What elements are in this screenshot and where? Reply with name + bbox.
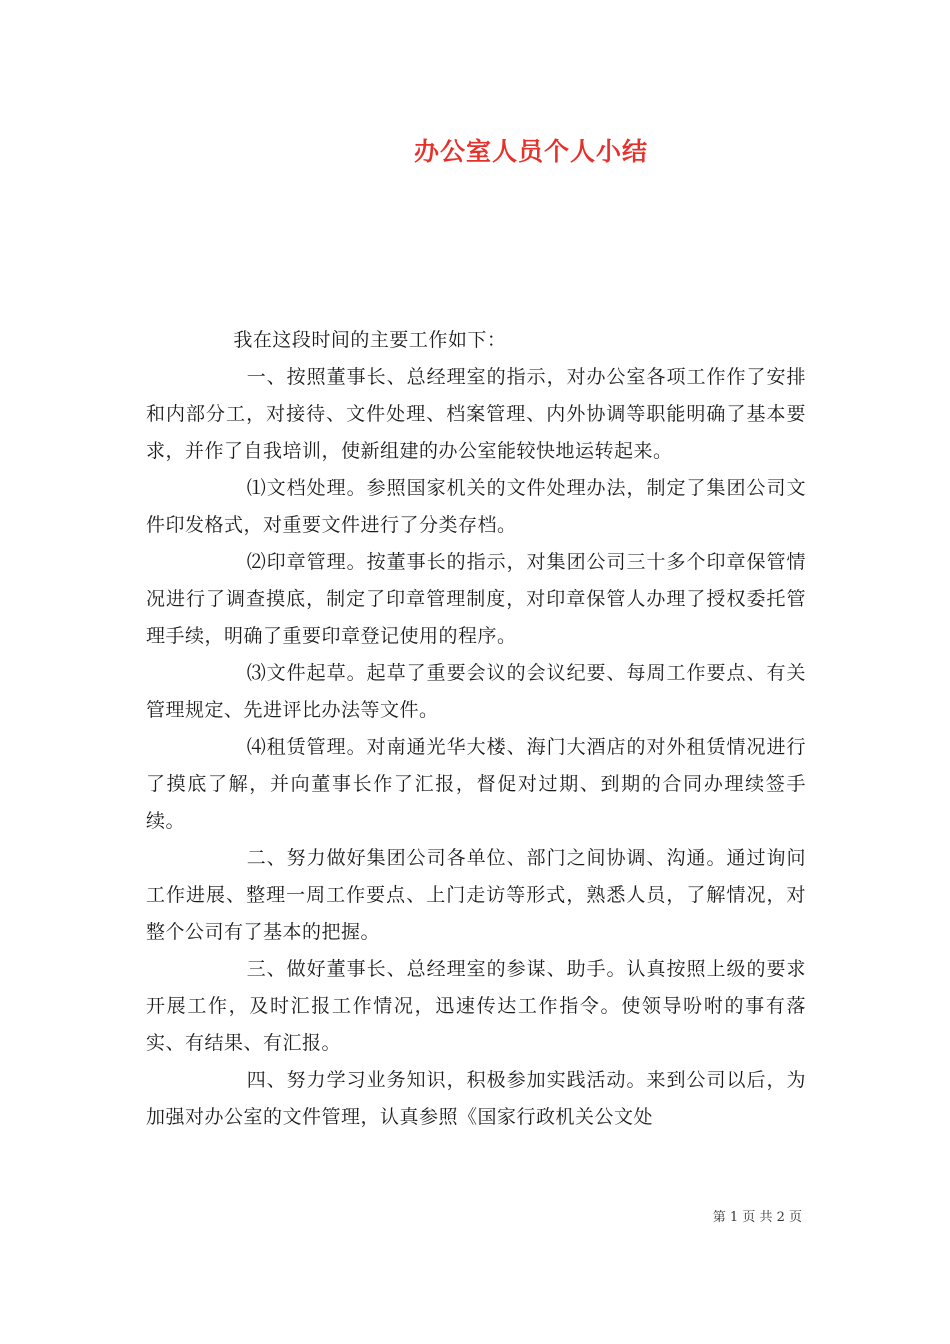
- document-title: 办公室人员个人小结: [413, 137, 648, 166]
- paragraph-item-2: ⑵印章管理。按董事长的指示，对集团公司三十多个印章保管情况进行了调查摸底，制定了印章管理制度，对印章保管人办理了授权委托管理手续，明确了重要印章登记使用的程序。: [146, 551, 806, 647]
- document-body: [146, 322, 806, 1136]
- paragraph-intro: 我在这段时间的主要工作如下：: [233, 329, 507, 351]
- paragraph-section-1: 一、按照董事长、总经理室的指示，对办公室各项工作作了安排和内部分工，对接待、文件处理、档案管理、内外协调等职能明确了基本要求，并作了自我培训，使新组建的办公室能较快地运转起来。: [146, 366, 806, 462]
- page-number-footer: 第 1 页 共 2 页: [712, 1210, 802, 1225]
- paragraph-item-3: ⑶文件起草。起草了重要会议的会议纪要、每周工作要点、有关管理规定、先进评比办法等文件。: [146, 662, 806, 721]
- paragraph-item-1: ⑴文档处理。参照国家机关的文件处理办法，制定了集团公司文件印发格式，对重要文件进行了分类存档。: [146, 477, 806, 536]
- paragraph-section-3: 三、做好董事长、总经理室的参谋、助手。认真按照上级的要求开展工作，及时汇报工作情况，迅速传达工作指令。使领导吩咐的事有落实、有结果、有汇报。: [146, 958, 806, 1054]
- paragraph-section-2: 二、努力做好集团公司各单位、部门之间协调、沟通。通过询问工作进展、整理一周工作要点、上门走访等形式，熟悉人员，了解情况，对整个公司有了基本的把握。: [146, 847, 806, 943]
- paragraph-item-4: ⑷租赁管理。对南通光华大楼、海门大酒店的对外租赁情况进行了摸底了解，并向董事长作了汇报，督促对过期、到期的合同办理续签手续。: [146, 736, 806, 832]
- paragraph-section-4: 四、努力学习业务知识，积极参加实践活动。来到公司以后，为加强对办公室的文件管理，认真参照《国家行政机关公文处: [146, 1069, 806, 1128]
